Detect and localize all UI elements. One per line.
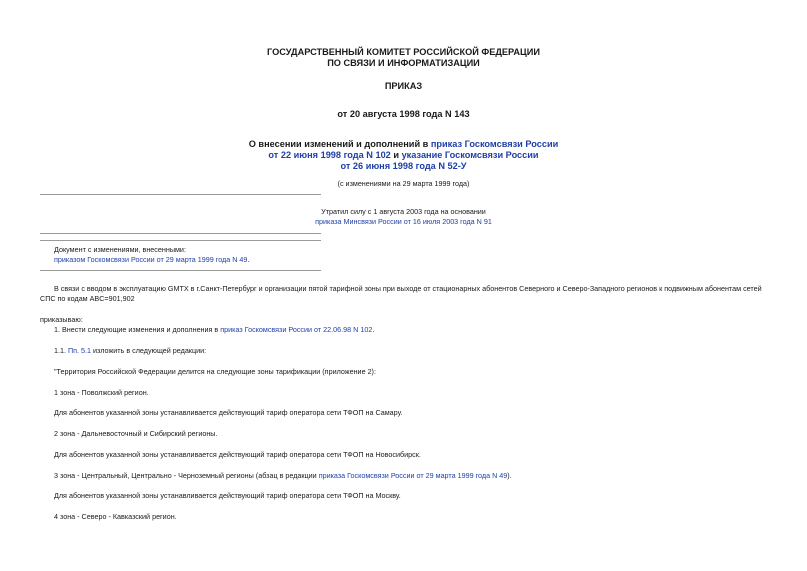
zone-1-tariff: Для абонентов указанной зоны устанавливается действующий тариф оператора сети ТФОП на Самару. bbox=[54, 408, 403, 417]
divider bbox=[40, 233, 321, 234]
clause-5-1-link[interactable]: Пп. 5.1 bbox=[68, 346, 92, 355]
divider bbox=[40, 270, 321, 271]
zone-3-tariff: Для абонентов указанной зоны устанавливается действующий тариф оператора сети ТФОП на Москву. bbox=[54, 491, 401, 500]
order-49-link[interactable]: приказом Госкомсвязи России от 29 марта 1999 года N 49 bbox=[54, 255, 248, 264]
document-title-line3 bbox=[0, 160, 807, 172]
divider bbox=[40, 240, 321, 241]
item-1-1: 1.1. Пп. 5.1 изложить в следующей редакции: bbox=[54, 346, 207, 355]
intro-paragraph-line1: В связи с вводом в эксплуатацию GMTX в г.Санкт-Петербург и организации пятой тарифной зоны при выходе от стационарных абонентов Северного и Северо-Западного регионов к подвижным абонентам сетей bbox=[54, 284, 762, 293]
order-49-zone3-link[interactable]: приказа Госкомсвязи России от 29 марта 1999 года N 49 bbox=[318, 471, 508, 480]
order-91-link[interactable]: приказа Минсвязи России от 16 июля 2003 года N 91 bbox=[315, 217, 492, 226]
title-prefix: О внесении изменений и дополнений в bbox=[248, 139, 431, 149]
order-102-short-link[interactable]: приказ Госкомсвязи России от 22.06.98 N 102 bbox=[220, 325, 373, 334]
directive-52u-link-date[interactable]: от 26 июня 1998 года N 52-У bbox=[340, 161, 467, 171]
document-type: ПРИКАЗ bbox=[384, 81, 423, 91]
divider bbox=[40, 194, 321, 195]
changes-note: (с изменениями на 29 марта 1999 года) bbox=[337, 179, 470, 188]
expired-notice-link-line bbox=[0, 217, 807, 227]
directive-52u-link[interactable]: указание Госкомсвязи России bbox=[401, 150, 539, 160]
amended-by-label: Документ с изменениями, внесенными: bbox=[54, 245, 186, 254]
item-1: 1. Внести следующие изменения и дополнения в приказ Госкомсвязи России от 22.06.98 N 102. bbox=[54, 325, 375, 334]
title-middle: и bbox=[390, 150, 402, 160]
expired-notice: Утратил силу с 1 августа 2003 года на основании bbox=[321, 207, 486, 216]
order-word: приказываю: bbox=[40, 315, 83, 324]
amended-by-line: приказом Госкомсвязи России от 29 марта 1999 года N 49. bbox=[54, 255, 250, 264]
zone-2: 2 зона - Дальневосточный и Сибирский регионы. bbox=[54, 429, 218, 438]
intro-paragraph-line2: СПС по кодам ABC=901,902 bbox=[40, 294, 135, 303]
zone-1: 1 зона - Поволжский регион. bbox=[54, 388, 149, 397]
zone-4: 4 зона - Северо - Кавказский регион. bbox=[54, 512, 177, 521]
order-102-link-date[interactable]: от 22 июня 1998 года N 102 bbox=[268, 150, 391, 160]
org-name-line2: ПО СВЯЗИ И ИНФОРМАТИЗАЦИИ bbox=[327, 58, 480, 68]
order-102-link[interactable]: приказ Госкомсвязи России bbox=[430, 139, 559, 149]
zone-3: 3 зона - Центральный, Центрально - Черноземный регионы (абзац в редакции приказа Госкомсвязи России от 29 марта 1999 года N 49). bbox=[54, 471, 512, 480]
quote-paragraph: "Территория Российской Федерации делится на следующие зоны тарификации (приложение 2): bbox=[54, 367, 376, 376]
org-name-line1: ГОСУДАРСТВЕННЫЙ КОМИТЕТ РОССИЙСКОЙ ФЕДЕРАЦИИ bbox=[267, 47, 540, 57]
zone-2-tariff: Для абонентов указанной зоны устанавливается действующий тариф оператора сети ТФОП на Новосибирск. bbox=[54, 450, 421, 459]
document-date-number: от 20 августа 1998 года N 143 bbox=[337, 109, 470, 119]
